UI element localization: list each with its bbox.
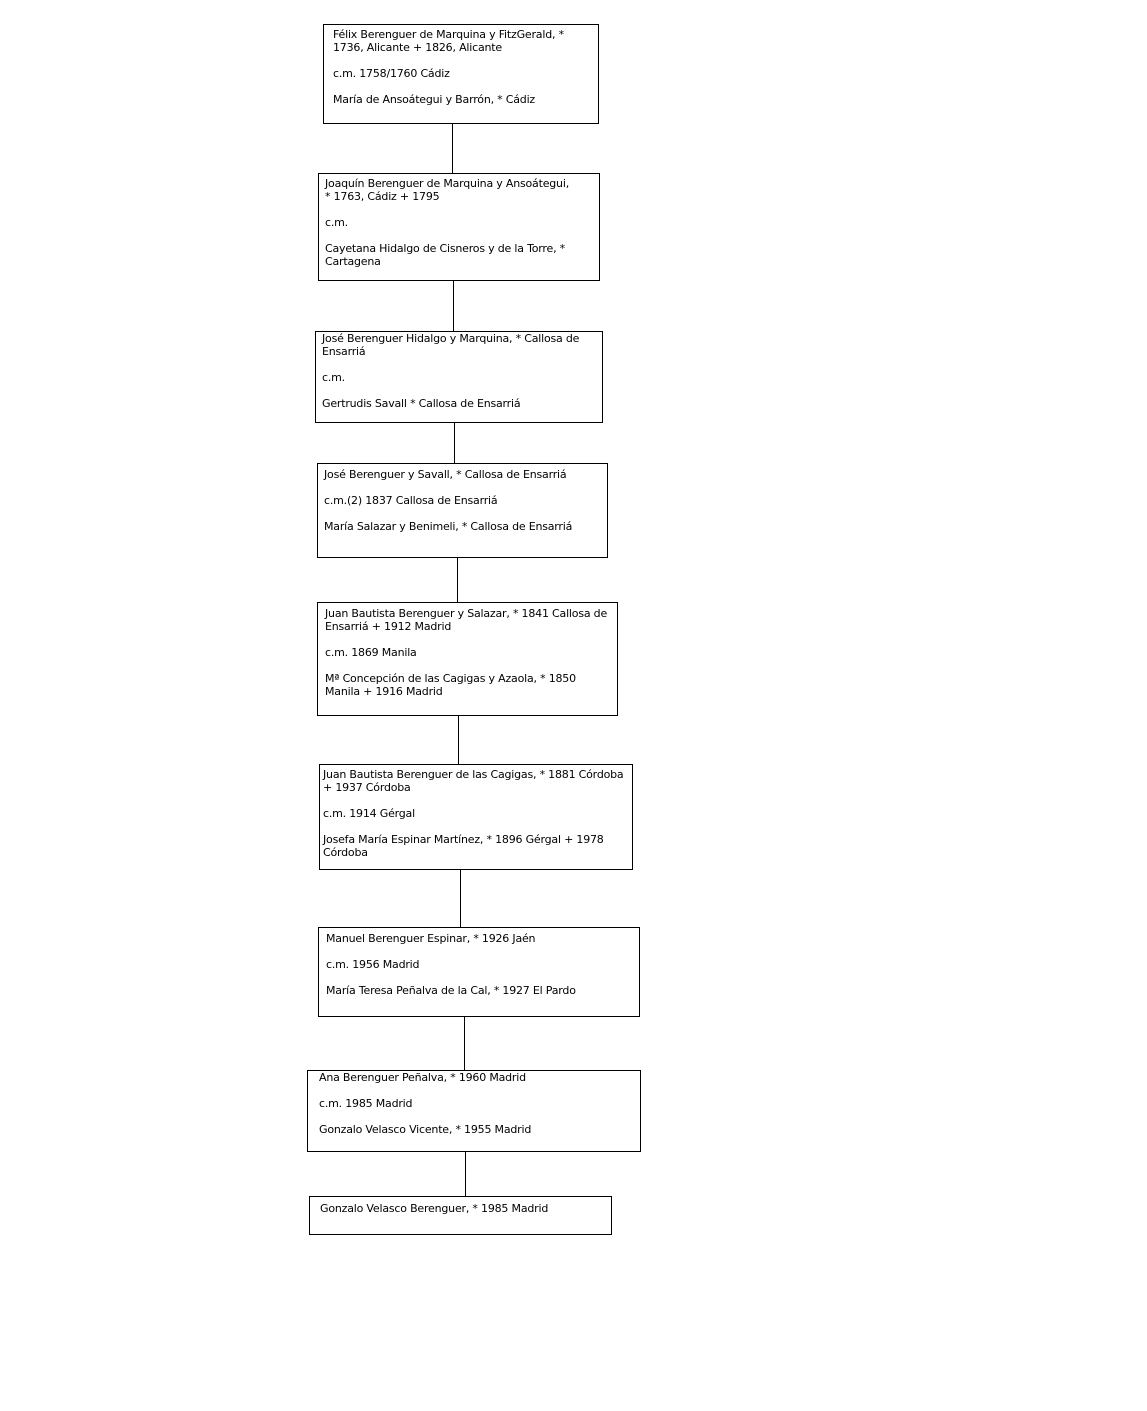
connector-3-4: [454, 422, 455, 464]
marriage-info: c.m.: [325, 216, 348, 229]
spouse-name: Josefa María Espinar Martínez, * 1896 Gérgal + 1978 Córdoba: [323, 833, 604, 859]
spouse-name: Gonzalo Velasco Vicente, * 1955 Madrid: [319, 1123, 532, 1136]
marriage-info: c.m. 1914 Gérgal: [323, 807, 415, 820]
connector-6-7: [460, 869, 461, 928]
generation-box-2: [318, 173, 600, 281]
person-name: José Berenguer Hidalgo y Marquina, * Callosa de Ensarriá: [322, 332, 580, 358]
connector-7-8: [464, 1016, 465, 1071]
generation-box-7: [318, 927, 640, 1017]
person-name: Ana Berenguer Peñalva, * 1960 Madrid: [319, 1071, 526, 1084]
spouse-name: María Teresa Peñalva de la Cal, * 1927 El Pardo: [326, 984, 576, 997]
connector-2-3: [453, 280, 454, 332]
connector-8-9: [465, 1151, 466, 1197]
marriage-info: c.m. 1985 Madrid: [319, 1097, 413, 1110]
marriage-info: c.m.(2) 1837 Callosa de Ensarriá: [324, 494, 498, 507]
marriage-info: c.m.: [322, 371, 345, 384]
person-name: Gonzalo Velasco Berenguer, * 1985 Madrid: [320, 1202, 549, 1215]
person-name: José Berenguer y Savall, * Callosa de Ensarriá: [324, 468, 567, 481]
generation-box-6: [319, 764, 633, 870]
generation-box-3: [315, 331, 603, 423]
marriage-info: c.m. 1956 Madrid: [326, 958, 420, 971]
person-name: Félix Berenguer de Marquina y FitzGerald, * 1736, Alicante + 1826, Alicante: [333, 28, 564, 54]
person-name: Juan Bautista Berenguer de las Cagigas, * 1881 Córdoba + 1937 Córdoba: [323, 768, 624, 794]
person-name: Joaquín Berenguer de Marquina y Ansoátegui, * 1763, Cádiz + 1795: [325, 177, 569, 203]
connector-5-6: [458, 715, 459, 765]
person-name: Manuel Berenguer Espinar, * 1926 Jaén: [326, 932, 536, 945]
spouse-name: María de Ansoátegui y Barrón, * Cádiz: [333, 93, 536, 106]
generation-box-1: [323, 24, 599, 124]
generation-box-8: [307, 1070, 641, 1152]
connector-4-5: [457, 557, 458, 603]
generation-box-4: [317, 463, 608, 558]
spouse-name: Mª Concepción de las Cagigas y Azaola, * 1850 Manila + 1916 Madrid: [325, 672, 576, 698]
person-name: Juan Bautista Berenguer y Salazar, * 1841 Callosa de Ensarriá + 1912 Madrid: [325, 607, 608, 633]
generation-box-5: [317, 602, 618, 716]
spouse-name: María Salazar y Benimeli, * Callosa de Ensarriá: [324, 520, 573, 533]
spouse-name: Cayetana Hidalgo de Cisneros y de la Torre, * Cartagena: [325, 242, 565, 268]
marriage-info: c.m. 1869 Manila: [325, 646, 417, 659]
marriage-info: c.m. 1758/1760 Cádiz: [333, 67, 450, 80]
connector-1-2: [452, 123, 453, 174]
spouse-name: Gertrudis Savall * Callosa de Ensarriá: [322, 397, 521, 410]
generation-box-9: [309, 1196, 612, 1235]
